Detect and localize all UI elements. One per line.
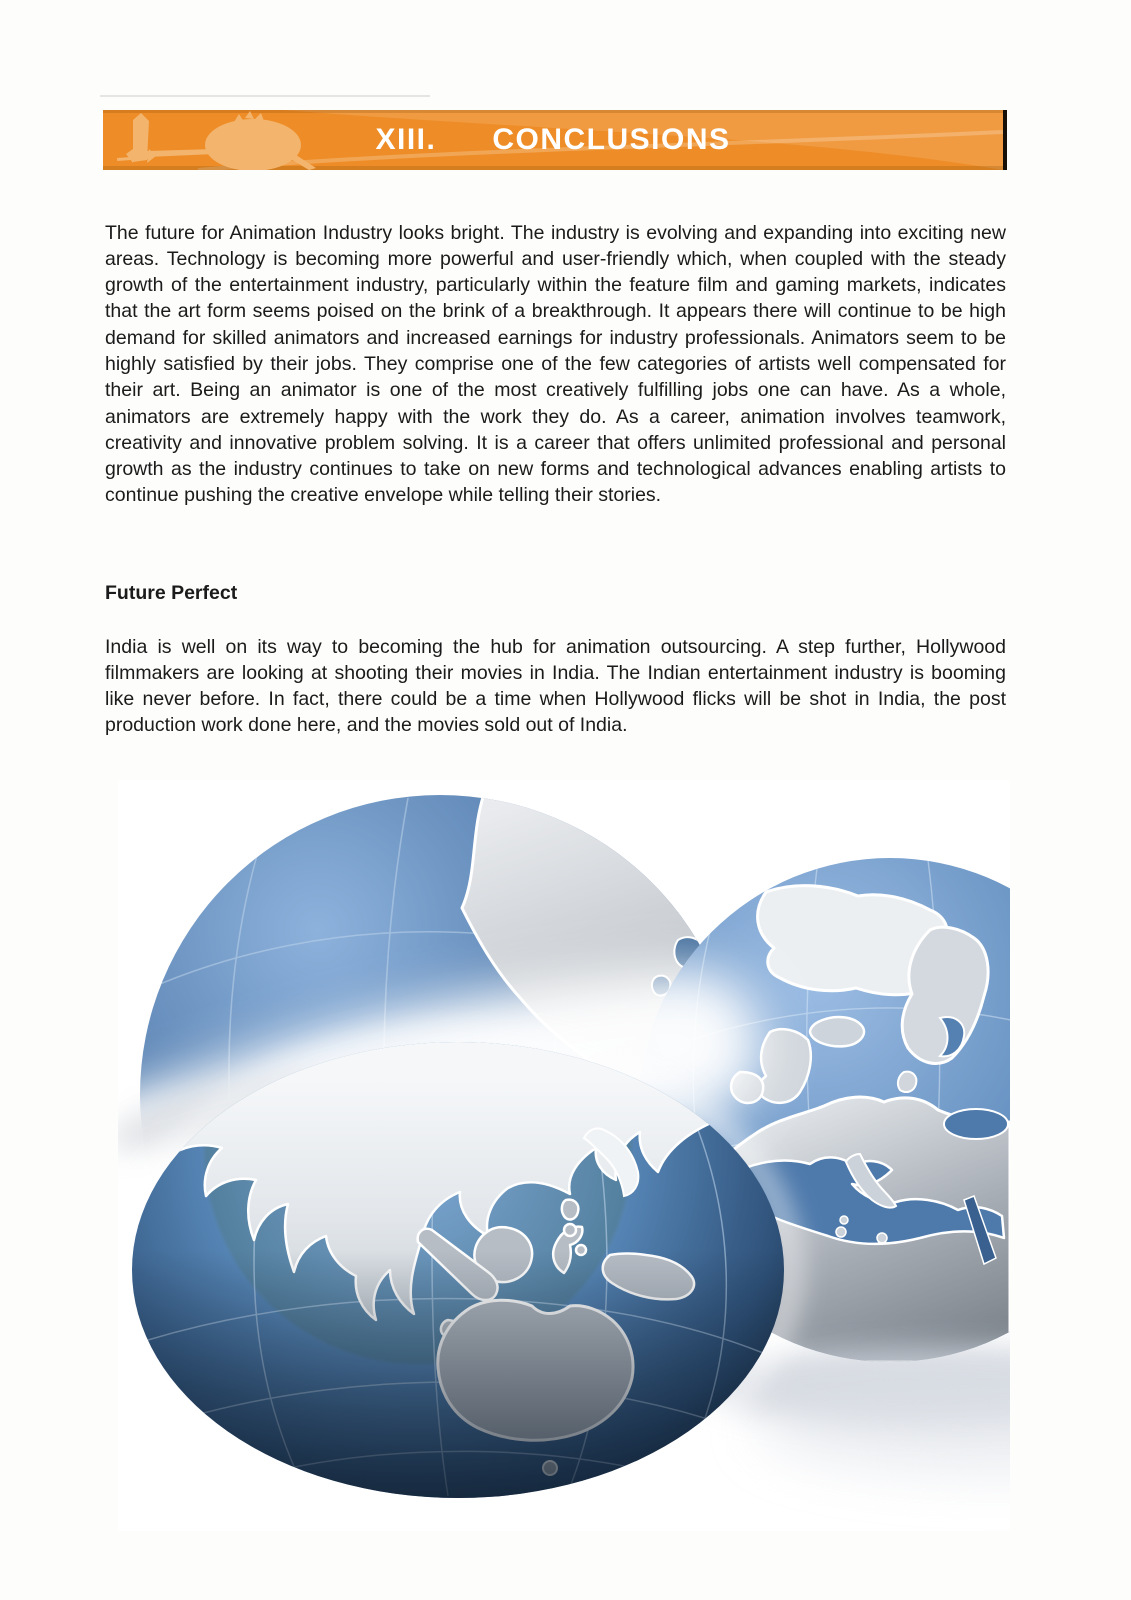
denmark [898, 1072, 916, 1092]
scan-artifact-line [100, 95, 430, 97]
section-title: CONCLUSIONS [492, 123, 731, 156]
section-banner [103, 110, 1007, 170]
section-heading [103, 110, 1003, 170]
figure-container [118, 780, 1010, 1531]
paragraph-future: India is well on its way to becoming the hub for animation outsourcing. A step further, Hollywood filmmakers are looking at shooting their movies in India. The Indian entertainment industry is booming like never before. In fact, there could be a time when Hollywood flicks will be shot in India, the post production work done here, and the movies sold out of India. [105, 635, 1006, 737]
black-sea [944, 1109, 1008, 1139]
island-iceland [810, 1017, 864, 1046]
section-number: XIII. [375, 123, 437, 156]
globes-illustration [118, 780, 1010, 1531]
paragraph-intro: The future for Animation Industry looks bright. The industry is evolving and expanding into exciting new areas. Technology is becoming more powerful and user-friendly which, when coupled with the steady growth of the entertainment industry, particularly within the feature film and gaming markets, indicates that the art form seems poised on the brink of a breakthrough. It appears there will continue to be high demand for skilled animators and increased earnings for industry professionals. Animators seem to be highly satisfied by their jobs. They comprise one of the few categories of artists well compensated for their art. Being an animator is one of the most creatively fulfilling jobs one can have. As a whole, animators are extremely happy with the work they do. As a career, animation involves teamwork, creativity and innovative problem solving. It is a career that offers unlimited professional and personal growth as the industry continues to take on new forms and technological advances enabling artists to continue pushing the creative envelope while telling their stories. [105, 221, 1006, 507]
subheading-future-perfect: Future Perfect [105, 581, 238, 604]
